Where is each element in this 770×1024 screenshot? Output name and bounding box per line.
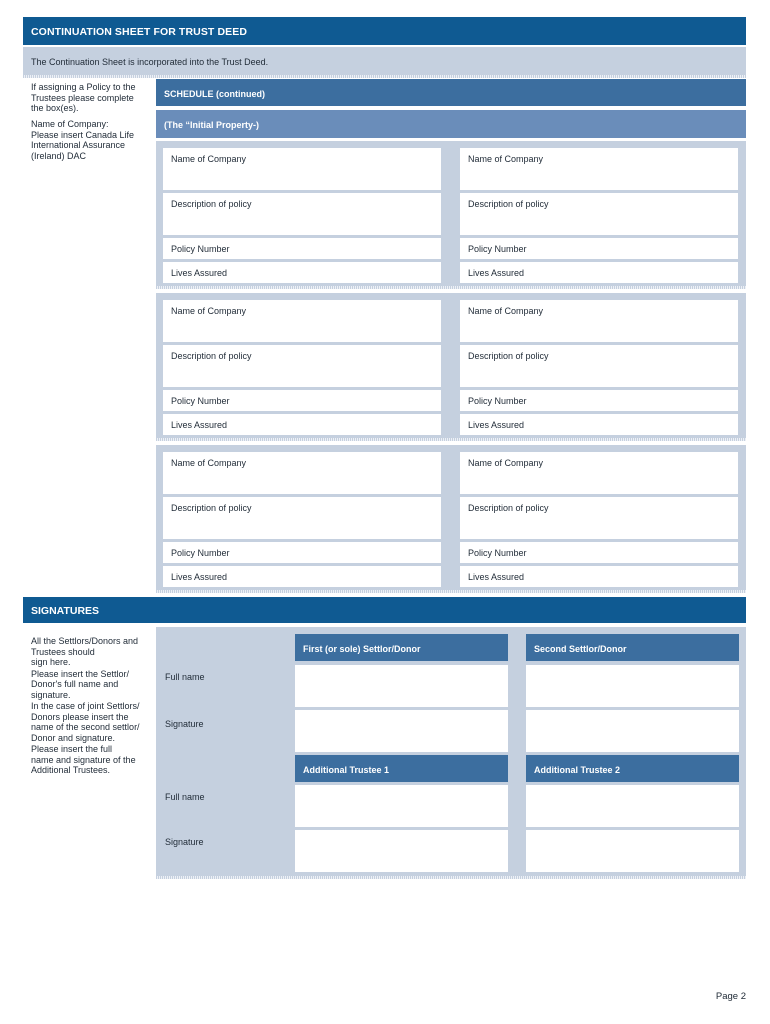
policy-number-field-left[interactable]	[163, 238, 441, 259]
trustee-2-full-name-field[interactable]	[526, 785, 739, 827]
description-field-left[interactable]	[163, 497, 441, 539]
lives-assured-field-left[interactable]	[163, 566, 441, 587]
lives-assured-field-left[interactable]	[163, 414, 441, 435]
instruction-line: name of the second settlor/	[31, 722, 140, 732]
divider	[156, 286, 746, 289]
full-name-label: Full name	[165, 672, 205, 682]
company-field-left[interactable]	[163, 300, 441, 342]
instruction-line: Name of Company:	[31, 119, 109, 129]
description-field-right[interactable]	[460, 497, 738, 539]
instruction-line: sign here.	[31, 657, 71, 667]
second-settlor-header: Second Settlor/Donor	[526, 634, 739, 661]
instruction-line: Donors please insert the	[31, 711, 129, 722]
instruction-line: International Assurance	[31, 140, 126, 150]
lives-assured-field-left[interactable]	[163, 262, 441, 283]
page-number: Page 2	[715, 991, 746, 1002]
field-label: Name of Company	[468, 458, 544, 468]
trustee-2-signature-field[interactable]	[526, 830, 739, 872]
policy-block-3	[156, 445, 746, 593]
divider	[156, 590, 746, 593]
instruction-line: All the Settlors/Donors and	[31, 636, 139, 646]
field-label: Lives Assured	[171, 420, 228, 430]
instruction-line: Donor's full name and	[31, 679, 119, 689]
trustee-1-full-name-field[interactable]	[295, 785, 508, 827]
signature-label: Signature	[165, 837, 204, 847]
first-settlor-signature-field[interactable]	[295, 710, 508, 752]
second-settlor-full-name-field[interactable]	[526, 665, 739, 707]
instruction-line: If assigning a Policy to the	[31, 82, 136, 92]
company-instructions	[31, 119, 151, 161]
field-label: Policy Number	[171, 244, 230, 254]
instruction-line: signature.	[31, 689, 71, 700]
instruction-line: Please insert Canada Life	[31, 129, 135, 140]
description-field-right[interactable]	[460, 193, 738, 235]
field-label: Lives Assured	[468, 420, 525, 430]
field-label: Lives Assured	[468, 572, 525, 582]
schedule-instructions	[31, 82, 151, 114]
lives-assured-field-right[interactable]	[460, 566, 738, 587]
field-label: Policy Number	[468, 548, 527, 558]
description-field-right[interactable]	[460, 345, 738, 387]
field-label: Description of policy	[468, 199, 549, 209]
field-label: Lives Assured	[468, 268, 525, 278]
intro-text: The Continuation Sheet is incorporated into the Trust Deed.	[23, 47, 746, 75]
signatures-instructions	[31, 636, 153, 776]
additional-trustee-1-header: Additional Trustee 1	[295, 755, 508, 782]
instruction-line: (Ireland) DAC	[31, 150, 87, 161]
field-label: Lives Assured	[171, 268, 228, 278]
instruction-line: name and signature of the	[31, 754, 136, 765]
instruction-line: Additional Trustees.	[31, 765, 111, 775]
company-field-right[interactable]	[460, 300, 738, 342]
policy-block-2	[156, 293, 746, 441]
company-field-left[interactable]	[163, 452, 441, 494]
company-field-right[interactable]	[460, 148, 738, 190]
policy-block-1	[156, 141, 746, 289]
additional-trustee-2-header: Additional Trustee 2	[526, 755, 739, 782]
company-field-left[interactable]	[163, 148, 441, 190]
first-settlor-full-name-field[interactable]	[295, 665, 508, 707]
lives-assured-field-right[interactable]	[460, 414, 738, 435]
initial-property-header: (The “Initial Property-)	[156, 110, 746, 138]
policy-number-field-right[interactable]	[460, 390, 738, 411]
instruction-line: the box(es).	[31, 103, 79, 113]
description-field-left[interactable]	[163, 345, 441, 387]
second-settlor-signature-field[interactable]	[526, 710, 739, 752]
policy-number-field-right[interactable]	[460, 238, 738, 259]
company-field-right[interactable]	[460, 452, 738, 494]
field-label: Description of policy	[468, 351, 549, 361]
instruction-line: Trustees please complete	[31, 92, 134, 103]
field-label: Name of Company	[468, 306, 544, 316]
page-title: CONTINUATION SHEET FOR TRUST DEED	[23, 17, 746, 45]
divider	[156, 438, 746, 441]
field-label: Policy Number	[468, 244, 527, 254]
policy-number-field-right[interactable]	[460, 542, 738, 563]
policy-number-field-left[interactable]	[163, 542, 441, 563]
trustee-1-signature-field[interactable]	[295, 830, 508, 872]
full-name-label: Full name	[165, 792, 205, 802]
field-label: Policy Number	[468, 396, 527, 406]
field-label: Policy Number	[171, 548, 230, 558]
field-label: Name of Company	[468, 154, 544, 164]
divider	[156, 876, 746, 879]
description-field-left[interactable]	[163, 193, 441, 235]
field-label: Description of policy	[468, 503, 549, 513]
signature-label: Signature	[165, 719, 204, 729]
field-label: Name of Company	[171, 458, 247, 468]
instruction-line: Please insert the Settlor/	[31, 668, 130, 679]
schedule-header: SCHEDULE (continued)	[156, 79, 746, 106]
signatures-header: SIGNATURES	[23, 597, 746, 623]
lives-assured-field-right[interactable]	[460, 262, 738, 283]
field-label: Description of policy	[171, 351, 252, 361]
instruction-line: Trustees should	[31, 646, 95, 657]
field-label: Description of policy	[171, 503, 252, 513]
first-settlor-header: First (or sole) Settlor/Donor	[295, 634, 508, 661]
field-label: Policy Number	[171, 396, 230, 406]
field-label: Lives Assured	[171, 572, 228, 582]
field-label: Name of Company	[171, 154, 247, 164]
policy-number-field-left[interactable]	[163, 390, 441, 411]
instruction-line: Donor and signature.	[31, 732, 116, 743]
field-label: Description of policy	[171, 199, 252, 209]
instruction-line: In the case of joint Settlors/	[31, 701, 140, 711]
divider	[23, 75, 746, 78]
field-label: Name of Company	[171, 306, 247, 316]
instruction-line: Please insert the full	[31, 744, 113, 754]
signatures-panel	[156, 627, 746, 879]
